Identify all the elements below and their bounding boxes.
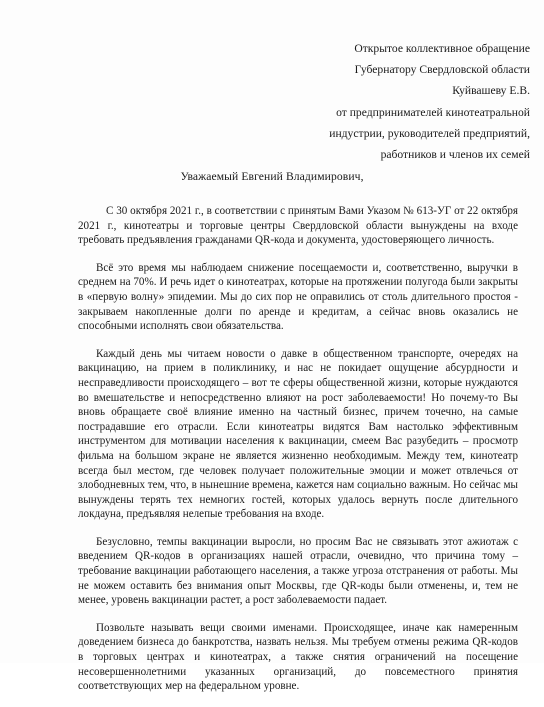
header-line-industry: индустрии, руководителей предприятий, (329, 126, 530, 140)
paragraph-decree: С 30 октября 2021 г., в соответствии с принятым Вами Указом № 613-УГ от 22 октября 2021 г., кинотеатры и торговые центры Свердловской области вынуждены на входе требовать предъявления гражданами QR-кода и документа, удостоверяющего личность. (78, 205, 518, 247)
header-line-workers: работников и членов их семей (380, 148, 530, 162)
addressee-block (300, 38, 530, 165)
paragraph-demands: Позвольте называть вещи своими именами. Происходящее, иначе как намеренным доведением бизнеса до банкротства, назвать нельзя. Мы требуем отмены режима QR-кодов в торговых центрах и кинотеатрах, а также снятия ограничений на посещение несовершеннолетними указанных организаций, до повсеместного принятия соответствующих мер на федеральном уровне. (78, 621, 518, 693)
header-line-from: от предпринимателей кинотеатральной (336, 105, 530, 119)
paragraph-vaccination: Безусловно, темпы вакцинации выросли, но просим Вас не связывать этот ажиотаж с введением QR-кодов в организациях нашей отрасли, очевидно, что причина тому – требование вакцинации работающего населения, а также угроза отстранения от работы. Мы не можем оставить без внимания опыт Москвы, где QR-коды были отменены, и, тем не менее, уровень вакцинации растет, а рост заболеваемости падает. (78, 535, 518, 607)
header-line-name: Куйвашеву Е.В. (452, 84, 530, 98)
salutation: Уважаемый Евгений Владимирович, (180, 170, 364, 183)
header-line-governor: Губернатору Свердловской области (354, 63, 530, 77)
paragraph-news: Каждый день мы читаем новости о давке в общественном транспорте, очередях на вакцинацию, на прием в поликлинику, и нас не покидает ощущение абсурдности и несправедливости происходящего – вот те сферы общественной жизни, которые нуждаются во вмешательстве и непосредственно влияют на рост заболеваемости! Но почему-то Вы вновь обращаете своё влияние именно на частный бизнес, причем точечно, на самые пострадавшие его отрасли. Если кинотеатры видятся Вам настолько эффективным инструментом для мотивации населения к вакцинации, смеем Вас разубедить – просмотр фильма на большом экране не является жизненно необходимым. Между тем, кинотеатр всегда был местом, где человек получает положительные эмоции и может отвлечься от злободневных тем, что, в нынешние времена, кажется нам социально важным. Но сейчас мы вынуждены терять тех немногих гостей, которых удалось вернуть после длительного локдауна, предъявляя нелепые требования на входе. (78, 347, 518, 521)
letter-body (78, 204, 518, 707)
header-line-title: Открытое коллективное обращение (354, 42, 530, 55)
paragraph-attendance: Всё это время мы наблюдаем снижение посещаемости и, соответственно, выручки в среднем на 70%. И речь идет о кинотеатрах, которые на протяжении полугода были закрыты в «первую волну» эпидемии. Мы до сих пор не оправились от столь длительного простоя - закрываем накопленные долги по аренде и кредитам, а сейчас вновь оказались не способными исполнять свои обязательства. (78, 261, 518, 333)
